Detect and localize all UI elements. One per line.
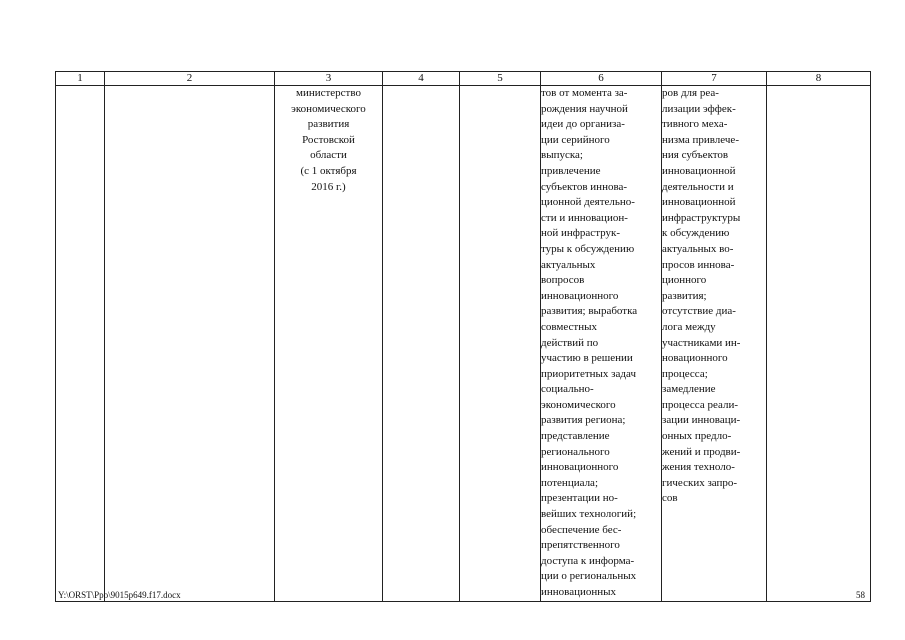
- cell-col-2: [105, 86, 275, 602]
- text-line: замедление: [662, 383, 716, 396]
- text-line: зации инноваци-: [662, 414, 741, 427]
- cell-col-7: [662, 86, 767, 602]
- cell-col-5: [460, 86, 541, 602]
- text-line: ной инфраструк-: [541, 227, 620, 240]
- text-line: ния субъектов: [662, 149, 729, 162]
- text-line: представление: [541, 430, 610, 443]
- text-line: развития региона;: [541, 414, 626, 427]
- column-number-4: 4: [383, 72, 460, 86]
- text-line: отсутствие диа-: [662, 305, 736, 318]
- text-line: участниками ин-: [662, 336, 741, 349]
- text-line: процесса реали-: [662, 398, 738, 411]
- col6-text: [541, 86, 661, 601]
- column-number-1: 1: [56, 72, 105, 86]
- column-number-5: 5: [460, 72, 541, 86]
- text-line: Ростовской: [302, 133, 355, 146]
- text-line: рождения научной: [541, 102, 628, 115]
- text-line: потенциала;: [541, 476, 598, 489]
- document-table: [55, 71, 871, 602]
- page-number: 58: [856, 590, 865, 600]
- cell-col-6: [541, 86, 662, 602]
- column-number-7: 7: [662, 72, 767, 86]
- text-line: инновационного: [541, 289, 619, 302]
- text-line: инновационного: [541, 461, 619, 474]
- text-line: актуальных: [541, 258, 596, 271]
- text-line: экономического: [541, 398, 616, 411]
- text-line: актуальных во-: [662, 242, 734, 255]
- text-line: развития;: [662, 289, 707, 302]
- text-line: презентации но-: [541, 492, 618, 505]
- text-line: участию в решении: [541, 352, 633, 365]
- text-line: лизации эффек-: [662, 102, 736, 115]
- footer-file-path: Y:\ORST\Ppo\9015p649.f17.docx: [58, 590, 181, 600]
- text-line: процесса;: [662, 367, 708, 380]
- text-line: лога между: [662, 320, 716, 333]
- text-line: жений и продви-: [662, 445, 741, 458]
- col3-text: [275, 86, 382, 195]
- text-line: жения техноло-: [662, 461, 735, 474]
- column-number-3: 3: [275, 72, 383, 86]
- text-line: низма привлече-: [662, 133, 739, 146]
- text-line: области: [310, 149, 347, 162]
- column-number-2: 2: [105, 72, 275, 86]
- text-line: инновационной: [662, 164, 736, 177]
- text-line: тов от момента за-: [541, 87, 628, 99]
- text-line: развития: [307, 118, 350, 131]
- text-line: к обсуждению: [662, 227, 730, 240]
- text-line: 2016 г.): [311, 180, 346, 193]
- col7-text: [662, 86, 766, 507]
- text-line: препятственного: [541, 539, 620, 552]
- text-line: вейших технологий;: [541, 508, 637, 521]
- text-line: привлечение: [541, 164, 601, 177]
- text-line: новационного: [662, 352, 728, 365]
- text-line: субъектов иннова-: [541, 180, 628, 193]
- text-line: регионального: [541, 445, 610, 458]
- text-line: развития; выработка: [541, 305, 638, 318]
- text-line: инновационной: [662, 196, 736, 209]
- text-line: тивного меха-: [662, 118, 728, 131]
- text-line: (с 1 октября: [300, 164, 357, 177]
- text-line: сти и инновацион-: [541, 211, 628, 224]
- table-header-row: [56, 72, 871, 86]
- cell-col-1: [56, 86, 105, 602]
- text-line: туры к обсуждению: [541, 242, 635, 255]
- text-line: выпуска;: [541, 149, 583, 162]
- text-line: гических запро-: [662, 476, 738, 489]
- text-line: ров для реа-: [662, 87, 719, 99]
- table-row: [56, 86, 871, 602]
- column-number-8: 8: [767, 72, 871, 86]
- cell-col-4: [383, 86, 460, 602]
- text-line: приоритетных задач: [541, 367, 636, 380]
- text-line: ции о региональных: [541, 570, 637, 583]
- text-line: просов иннова-: [662, 258, 735, 271]
- text-line: экономического: [291, 102, 366, 115]
- text-line: инновационных: [541, 586, 617, 598]
- text-line: совместных: [541, 320, 597, 333]
- cell-col-3: [275, 86, 383, 602]
- text-line: министерство: [295, 87, 361, 99]
- text-line: деятельности и: [662, 180, 734, 193]
- text-line: инфраструктуры: [662, 211, 741, 224]
- cell-col-8: [767, 86, 871, 602]
- column-number-6: 6: [541, 72, 662, 86]
- text-line: идеи до организа-: [541, 118, 625, 131]
- text-line: сов: [662, 492, 678, 505]
- text-line: доступа к информа-: [541, 554, 635, 567]
- text-line: ционной деятельно-: [541, 196, 635, 209]
- text-line: онных предло-: [662, 430, 732, 443]
- text-line: ции серийного: [541, 133, 610, 146]
- text-line: ционного: [662, 274, 707, 287]
- text-line: обеспечение бес-: [541, 523, 622, 536]
- text-line: вопросов: [541, 274, 585, 287]
- text-line: социально-: [541, 383, 594, 396]
- text-line: действий по: [541, 336, 599, 349]
